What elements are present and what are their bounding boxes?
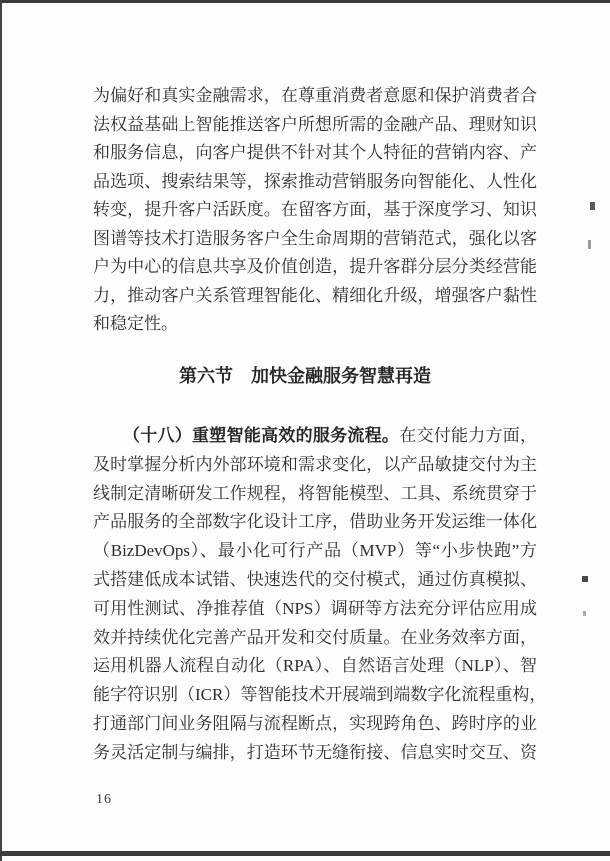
text-line: 转变，提升客户活跃度。在留客方面，基于深度学习、知识 [93, 200, 537, 219]
text-line: 产品服务的全部数字化设计工序，借助业务开发运维一体化 [93, 512, 537, 532]
scan-speck [582, 576, 588, 582]
text-line: 和稳定性。 [93, 314, 178, 333]
text-line: 务灵活定制与编排，打造环节无缝衔接、信息实时交互、资 [93, 742, 537, 762]
text-line: 及时掌握分析内外部环境和需求变化，以产品敏捷交付为主 [93, 454, 537, 474]
text-line: 为偏好和真实金融需求，在尊重消费者意愿和保护消费者合 [93, 86, 537, 105]
scan-edge-bottom [0, 851, 610, 856]
item-title: （十八）重塑智能高效的服务流程。 [123, 426, 400, 445]
scan-speck [583, 611, 586, 616]
section-heading: 第六节 加快金融服务智慧再造 [179, 366, 431, 386]
paragraph-continuation [93, 82, 537, 339]
text-line: 运用机器人流程自动化（RPA）、自然语言处理（NLP）、智 [93, 656, 537, 676]
text-line: 力，推动客户关系管理智能化、精细化升级，增强客户黏性 [93, 285, 537, 305]
text-line: 能字符识别（ICR）等智能技术开展端到端数字化流程重构， [93, 685, 547, 705]
item-title-rest: 在交付能力方面， [399, 426, 538, 445]
scan-edge-top [0, 0, 610, 3]
scan-edge-left [0, 0, 2, 861]
text-line: 法权益基础上智能推送客户所想所需的金融产品、理财知识 [93, 114, 537, 134]
page-number: 16 [96, 792, 112, 807]
text-line: 品选项、搜索结果等，探索推动营销服务向智能化、人性化 [93, 171, 537, 191]
text-line: 图谱等技术打造服务客户全生命周期的营销范式，强化以客 [93, 228, 537, 248]
text-line: （BizDevOps）、最小化可行产品（MVP）等“小步快跑”方 [93, 541, 537, 561]
text-line: 和服务信息，向客户提供不针对其个人特征的营销内容、产 [93, 143, 537, 162]
text-line: 线制定清晰研发工作规程，将智能模型、工具、系统贯穿于 [93, 483, 537, 503]
text-line [93, 422, 537, 451]
text-line: 式搭建低成本试错、快速迭代的交付模式，通过仿真模拟、 [93, 569, 537, 589]
scan-speck [588, 240, 591, 249]
text-line: 打通部门间业务阻隔与流程断点，实现跨角色、跨时序的业 [93, 713, 537, 733]
scan-speck [590, 202, 595, 210]
paragraph-item-18 [93, 422, 547, 768]
text-line: 可用性测试、净推荐值（NPS）调研等方法充分评估应用成 [93, 598, 537, 618]
text-line: 户为中心的信息共享及价值创造，提升客群分层分类经营能 [93, 257, 537, 276]
text-line: 效并持续优化完善产品开发和交付质量。在业务效率方面， [93, 627, 537, 647]
